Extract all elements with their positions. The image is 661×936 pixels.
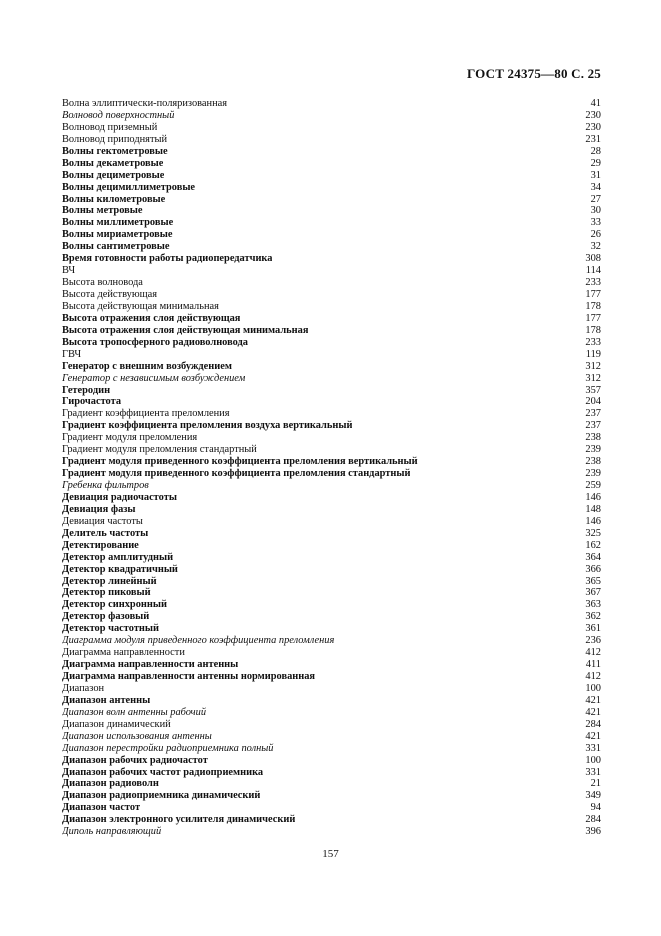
index-term: Градиент модуля приведенного коэффициента преломления стандартный bbox=[62, 468, 411, 480]
index-entry bbox=[62, 182, 601, 194]
index-page-ref: 34 bbox=[590, 181, 601, 193]
index-entry bbox=[62, 826, 601, 838]
index-term: Высота действующая bbox=[62, 289, 157, 300]
index-entry bbox=[62, 802, 601, 814]
index-term: Диапазон рабочих радиочастот bbox=[62, 754, 208, 766]
index-page-ref: 26 bbox=[590, 229, 601, 241]
index-entry bbox=[62, 790, 601, 802]
index-page-ref: 231 bbox=[585, 133, 601, 145]
index-entry bbox=[62, 444, 601, 456]
index-entry bbox=[62, 170, 601, 182]
index-page-ref: 178 bbox=[585, 300, 601, 312]
index-entry bbox=[62, 408, 601, 420]
index-page-ref: 349 bbox=[585, 790, 601, 802]
index-entry bbox=[62, 468, 601, 480]
index-page-ref: 100 bbox=[585, 682, 601, 694]
index-page-ref: 259 bbox=[585, 480, 601, 491]
alphabetical-index bbox=[62, 98, 601, 838]
index-term: Диапазон частот bbox=[62, 802, 141, 814]
index-term: Волны гектометровые bbox=[62, 145, 168, 157]
index-page-ref: 31 bbox=[590, 169, 601, 181]
index-page-ref: 178 bbox=[585, 324, 601, 336]
index-entry bbox=[62, 576, 601, 588]
index-term: Диапазон рабочих частот радиоприемника bbox=[62, 766, 264, 778]
index-entry bbox=[62, 743, 601, 755]
index-page-ref: 239 bbox=[585, 444, 601, 456]
index-page-ref: 100 bbox=[585, 754, 601, 766]
index-entry bbox=[62, 396, 601, 408]
index-term: Волны децимиллиметровые bbox=[62, 181, 196, 193]
index-entry bbox=[62, 778, 601, 790]
index-term: Волна эллиптически-поляризованная bbox=[62, 98, 228, 109]
index-entry bbox=[62, 504, 601, 516]
index-entry bbox=[62, 599, 601, 611]
index-term: Диапазон радиоприемника динамический bbox=[62, 790, 261, 802]
index-page-ref: 325 bbox=[585, 527, 601, 539]
index-entry bbox=[62, 683, 601, 695]
index-page-ref: 364 bbox=[585, 551, 601, 563]
index-page-ref: 357 bbox=[585, 384, 601, 396]
index-term: Волновод поверхностный bbox=[62, 109, 175, 121]
index-term: Гирочастота bbox=[62, 396, 122, 408]
index-term: Детектор фазовый bbox=[62, 611, 150, 623]
index-term: Градиент модуля преломления bbox=[62, 432, 198, 444]
index-entry bbox=[62, 647, 601, 659]
index-term: Диапазон электронного усилителя динамический bbox=[62, 814, 296, 826]
index-term: Диапазон динамический bbox=[62, 718, 171, 730]
index-term: Детектор амплитудный bbox=[62, 551, 174, 563]
index-entry bbox=[62, 492, 601, 504]
index-term: Диаграмма направленности антенны нормированная bbox=[62, 671, 316, 682]
index-term: ВЧ bbox=[62, 265, 76, 277]
index-term: Волновод приземный bbox=[62, 121, 158, 133]
index-entry bbox=[62, 587, 601, 599]
index-term: Диполь направляющий bbox=[62, 826, 162, 838]
index-page-ref: 94 bbox=[590, 802, 601, 814]
index-page-ref: 237 bbox=[585, 420, 601, 432]
index-page-ref: 28 bbox=[590, 145, 601, 157]
index-entry bbox=[62, 289, 601, 301]
index-entry bbox=[62, 480, 601, 492]
index-term: Диаграмма модуля приведенного коэффициента преломления bbox=[62, 635, 335, 647]
index-entry bbox=[62, 134, 601, 146]
index-entry bbox=[62, 146, 601, 158]
index-entry bbox=[62, 719, 601, 731]
index-term: Диапазон bbox=[62, 682, 105, 694]
index-entry bbox=[62, 241, 601, 253]
index-page-ref: 284 bbox=[585, 814, 601, 826]
index-term: Градиент коэффициента преломления bbox=[62, 408, 230, 420]
index-term: Волновод приподнятый bbox=[62, 133, 168, 145]
index-entry bbox=[62, 516, 601, 528]
index-page-ref: 312 bbox=[585, 372, 601, 384]
index-entry bbox=[62, 528, 601, 540]
index-term: Волны миллиметровые bbox=[62, 217, 174, 229]
index-entry bbox=[62, 635, 601, 647]
index-entry bbox=[62, 337, 601, 349]
index-term: Время готовности работы радиопередатчика bbox=[62, 253, 273, 265]
index-page-ref: 421 bbox=[585, 706, 601, 718]
index-term: Детектор квадратичный bbox=[62, 563, 178, 575]
index-entry bbox=[62, 277, 601, 289]
index-term: Детектирование bbox=[62, 539, 139, 551]
index-entry bbox=[62, 301, 601, 313]
index-entry bbox=[62, 540, 601, 552]
index-entry bbox=[62, 707, 601, 719]
index-entry bbox=[62, 361, 601, 373]
index-entry bbox=[62, 623, 601, 635]
index-page-ref: 233 bbox=[585, 336, 601, 348]
index-entry bbox=[62, 385, 601, 397]
index-term: Диаграмма направленности антенны bbox=[62, 659, 239, 671]
index-term: Градиент модуля преломления стандартный bbox=[62, 444, 257, 456]
index-page-ref: 32 bbox=[590, 241, 601, 253]
index-entry bbox=[62, 420, 601, 432]
index-page-ref: 312 bbox=[585, 360, 601, 372]
index-entry bbox=[62, 98, 601, 110]
index-entry bbox=[62, 659, 601, 671]
index-term: Высота тропосферного радиоволновода bbox=[62, 336, 249, 348]
index-term: Гребенка фильтров bbox=[62, 480, 149, 491]
index-term: Волны метровые bbox=[62, 205, 143, 217]
index-entry bbox=[62, 731, 601, 743]
index-page-ref: 367 bbox=[585, 587, 601, 599]
index-term: Девиация фазы bbox=[62, 503, 136, 515]
index-term: Диапазон волн антенны рабочий bbox=[62, 706, 207, 718]
index-entry bbox=[62, 456, 601, 468]
index-term: Девиация частоты bbox=[62, 515, 143, 527]
page-number: 157 bbox=[322, 848, 339, 860]
index-term: Волны дециметровые bbox=[62, 169, 165, 181]
index-entry bbox=[62, 755, 601, 767]
index-page-ref: 362 bbox=[585, 611, 601, 623]
index-entry bbox=[62, 110, 601, 122]
index-entry bbox=[62, 122, 601, 134]
index-page-ref: 230 bbox=[585, 109, 601, 121]
index-page-ref: 230 bbox=[585, 121, 601, 133]
index-page-ref: 237 bbox=[585, 408, 601, 420]
index-page-ref: 238 bbox=[585, 432, 601, 444]
index-term: Диаграмма направленности bbox=[62, 647, 185, 659]
index-entry bbox=[62, 671, 601, 683]
index-term: Девиация радиочастоты bbox=[62, 491, 177, 503]
index-entry bbox=[62, 194, 601, 206]
index-term: Градиент модуля приведенного коэффициента преломления вертикальный bbox=[62, 456, 418, 468]
index-entry bbox=[62, 432, 601, 444]
index-page-ref: 177 bbox=[585, 289, 601, 300]
index-entry bbox=[62, 253, 601, 265]
index-page-ref: 146 bbox=[585, 515, 601, 527]
index-page-ref: 41 bbox=[590, 98, 601, 109]
index-page-ref: 421 bbox=[585, 730, 601, 742]
index-term: Генератор с внешним возбуждением bbox=[62, 360, 232, 372]
index-page-ref: 239 bbox=[585, 468, 601, 480]
index-term: Диапазон радиоволн bbox=[62, 778, 159, 790]
index-term: Детектор линейный bbox=[62, 575, 157, 587]
index-entry bbox=[62, 217, 601, 229]
index-entry bbox=[62, 373, 601, 385]
index-term: Диапазон антенны bbox=[62, 694, 151, 706]
index-term: Детектор пиковый bbox=[62, 587, 151, 599]
index-entry bbox=[62, 695, 601, 707]
index-term: Высота действующая минимальная bbox=[62, 300, 219, 312]
index-page-ref: 33 bbox=[590, 217, 601, 229]
index-entry bbox=[62, 205, 601, 217]
index-page-ref: 233 bbox=[585, 277, 601, 289]
index-page-ref: 177 bbox=[585, 312, 601, 324]
index-page-ref: 331 bbox=[585, 742, 601, 754]
index-page-ref: 331 bbox=[585, 766, 601, 778]
index-page-ref: 308 bbox=[585, 253, 601, 265]
index-term: Градиент коэффициента преломления воздуха вертикальный bbox=[62, 420, 353, 432]
index-page-ref: 421 bbox=[585, 694, 601, 706]
index-term: Волны мириаметровые bbox=[62, 229, 173, 241]
index-term: Диапазон использования антенны bbox=[62, 730, 212, 742]
index-term: Делитель частоты bbox=[62, 527, 149, 539]
index-page-ref: 284 bbox=[585, 718, 601, 730]
index-term: ГВЧ bbox=[62, 348, 82, 360]
index-entry bbox=[62, 552, 601, 564]
index-page-ref: 119 bbox=[585, 348, 601, 360]
document-header: ГОСТ 24375—80 С. 25 bbox=[467, 66, 601, 81]
index-page-ref: 148 bbox=[585, 503, 601, 515]
index-page-ref: 411 bbox=[585, 659, 601, 671]
index-page-ref: 396 bbox=[585, 826, 601, 838]
index-term: Детектор синхронный bbox=[62, 599, 167, 611]
index-term: Высота волновода bbox=[62, 277, 143, 289]
index-term: Детектор частотный bbox=[62, 623, 160, 635]
index-page-ref: 21 bbox=[590, 778, 601, 790]
index-page-ref: 204 bbox=[585, 396, 601, 408]
index-term: Гетеродин bbox=[62, 384, 111, 396]
index-page-ref: 162 bbox=[585, 539, 601, 551]
index-entry bbox=[62, 229, 601, 241]
index-page-ref: 238 bbox=[585, 456, 601, 468]
index-entry bbox=[62, 767, 601, 779]
index-term: Волны километровые bbox=[62, 193, 166, 205]
index-entry bbox=[62, 313, 601, 325]
index-page-ref: 366 bbox=[585, 563, 601, 575]
index-page-ref: 30 bbox=[590, 205, 601, 217]
index-entry bbox=[62, 611, 601, 623]
index-page-ref: 412 bbox=[585, 647, 601, 659]
index-term: Высота отражения слоя действующая bbox=[62, 312, 241, 324]
index-page-ref: 363 bbox=[585, 599, 601, 611]
index-term: Диапазон перестройки радиоприемника полный bbox=[62, 742, 274, 754]
index-page-ref: 412 bbox=[585, 671, 601, 682]
index-entry bbox=[62, 158, 601, 170]
index-entry bbox=[62, 325, 601, 337]
index-page-ref: 365 bbox=[585, 575, 601, 587]
index-entry bbox=[62, 349, 601, 361]
index-page-ref: 146 bbox=[585, 491, 601, 503]
index-entry bbox=[62, 265, 601, 277]
index-page-ref: 29 bbox=[590, 157, 601, 169]
index-page-ref: 236 bbox=[585, 635, 601, 647]
index-term: Высота отражения слоя действующая минимальная bbox=[62, 324, 309, 336]
index-page-ref: 361 bbox=[585, 623, 601, 635]
index-term: Генератор с независимым возбуждением bbox=[62, 372, 246, 384]
index-term: Волны сантиметровые bbox=[62, 241, 170, 253]
index-entry bbox=[62, 814, 601, 826]
index-term: Волны декаметровые bbox=[62, 157, 164, 169]
index-entry bbox=[62, 564, 601, 576]
index-page-ref: 114 bbox=[585, 265, 601, 277]
index-page-ref: 27 bbox=[590, 193, 601, 205]
